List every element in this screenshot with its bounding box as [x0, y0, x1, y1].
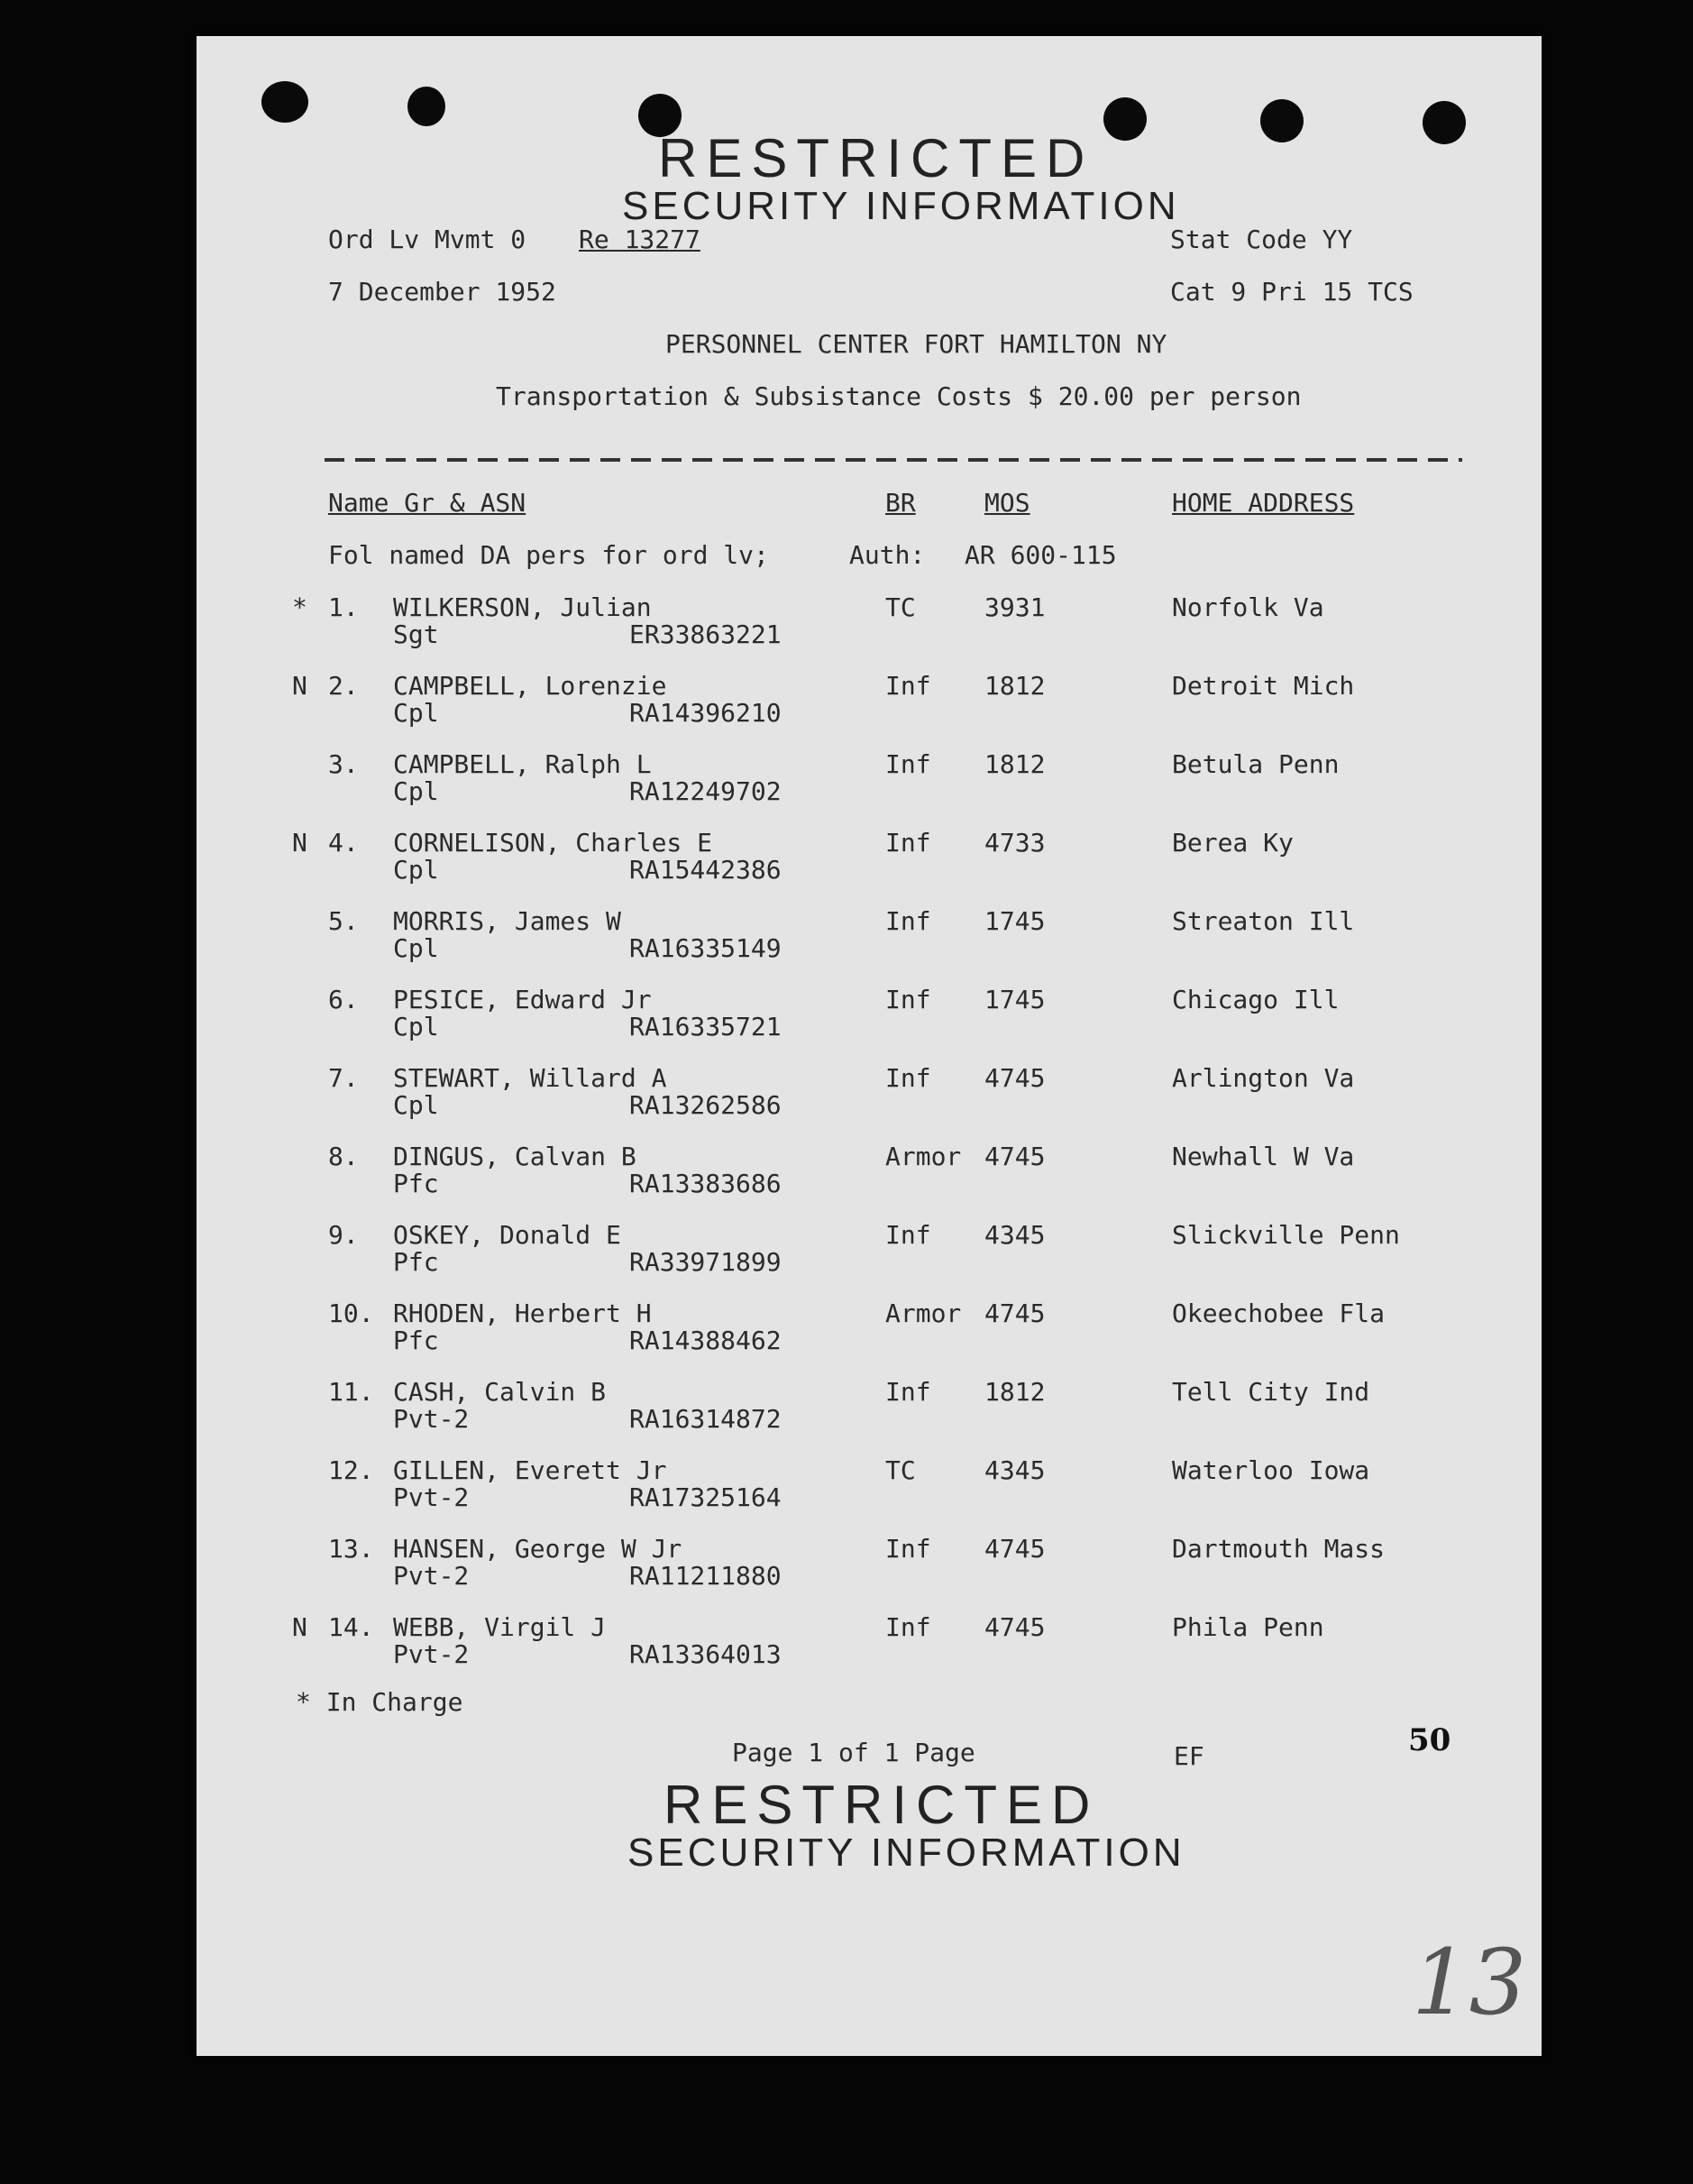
stamp-line2: SECURITY INFORMATION [622, 184, 1180, 228]
stamp-line1: RESTRICTED [663, 1775, 1100, 1835]
person-mos: 1812 [984, 749, 1046, 779]
person-home: Tell City Ind [1172, 1377, 1370, 1407]
stat-code: Stat Code YY [1170, 225, 1353, 254]
person-name: WILKERSON, Julian [393, 592, 652, 622]
person-branch: Inf [885, 985, 931, 1014]
person-name: OSKEY, Donald E [393, 1220, 621, 1250]
restricted-stamp-top [622, 128, 1180, 228]
person-grade: Cpl [393, 1090, 439, 1120]
person-branch: TC [885, 592, 916, 622]
person-mos: 4733 [984, 828, 1046, 858]
person-home: Slickville Penn [1172, 1220, 1400, 1250]
category: Cat 9 Pri 15 TCS [1170, 277, 1414, 307]
person-name: HANSEN, George W Jr [393, 1534, 682, 1564]
person-name: PESICE, Edward Jr [393, 985, 652, 1014]
person-home: Streaton Ill [1172, 906, 1355, 936]
person-name: GILLEN, Everett Jr [393, 1455, 667, 1485]
person-branch: Inf [885, 1534, 931, 1564]
person-grade: Sgt [393, 619, 439, 649]
person-asn: RA13383686 [629, 1169, 782, 1198]
row-number: 10. [328, 1298, 374, 1328]
person-home: Dartmouth Mass [1172, 1534, 1386, 1564]
column-header-br: BR [885, 488, 916, 518]
row-number: 4. [328, 828, 359, 858]
row-number: 2. [328, 671, 359, 701]
row-number: 14. [328, 1612, 374, 1642]
person-home: Arlington Va [1172, 1063, 1355, 1093]
person-branch: Inf [885, 671, 931, 701]
row-mark: * [292, 592, 307, 622]
row-number: 9. [328, 1220, 359, 1250]
row-number: 12. [328, 1455, 374, 1485]
row-number: 5. [328, 906, 359, 936]
restricted-stamp-bottom [627, 1775, 1185, 1875]
person-name: CAMPBELL, Ralph L [393, 749, 652, 779]
person-branch: Inf [885, 1063, 931, 1093]
page-indicator: Page 1 of 1 Page [732, 1738, 975, 1767]
row-number: 8. [328, 1142, 359, 1171]
in-charge-note: * In Charge [296, 1687, 463, 1717]
person-branch: Armor [885, 1298, 962, 1328]
person-mos: 4345 [984, 1455, 1046, 1485]
person-branch: Inf [885, 1220, 931, 1250]
person-home: Norfolk Va [1172, 592, 1324, 622]
person-home: Chicago Ill [1172, 985, 1340, 1014]
order-ref: Ord Lv Mvmt 0 [328, 225, 526, 254]
person-grade: Cpl [393, 776, 439, 806]
person-grade: Pvt-2 [393, 1404, 470, 1434]
person-mos: 1812 [984, 671, 1046, 701]
auth-value: AR 600-115 [965, 540, 1117, 570]
person-asn: RA12249702 [629, 776, 782, 806]
person-mos: 1745 [984, 906, 1046, 936]
row-mark: N [292, 828, 307, 858]
document-page [197, 36, 1542, 2056]
person-branch: TC [885, 1455, 916, 1485]
person-home: Phila Penn [1172, 1612, 1324, 1642]
person-branch: Armor [885, 1142, 962, 1171]
document-date: 7 December 1952 [328, 277, 556, 307]
person-mos: 1812 [984, 1377, 1046, 1407]
punch-hole [261, 81, 308, 123]
person-name: RHODEN, Herbert H [393, 1298, 652, 1328]
person-grade: Pfc [393, 1169, 439, 1198]
person-name: CORNELISON, Charles E [393, 828, 713, 858]
person-branch: Inf [885, 906, 931, 936]
intro-text: Fol named DA pers for ord lv; [328, 540, 769, 570]
person-mos: 4745 [984, 1612, 1046, 1642]
re-number: Re 13277 [579, 225, 700, 254]
row-number: 1. [328, 592, 359, 622]
person-home: Betula Penn [1172, 749, 1340, 779]
document-number: 50 [1408, 1722, 1451, 1758]
person-asn: RA14396210 [629, 698, 782, 728]
person-mos: 1745 [984, 985, 1046, 1014]
person-name: MORRIS, James W [393, 906, 621, 936]
person-asn: RA13262586 [629, 1090, 782, 1120]
person-asn: RA16335721 [629, 1012, 782, 1042]
person-name: CAMPBELL, Lorenzie [393, 671, 667, 701]
person-grade: Pfc [393, 1247, 439, 1277]
row-number: 11. [328, 1377, 374, 1407]
stamp-line1: RESTRICTED [658, 128, 1094, 188]
person-mos: 3931 [984, 592, 1046, 622]
person-home: Newhall W Va [1172, 1142, 1355, 1171]
person-branch: Inf [885, 749, 931, 779]
costs-line: Transportation & Subsistance Costs $ 20.00 per person [496, 381, 1302, 411]
person-name: WEBB, Virgil J [393, 1612, 607, 1642]
person-asn: RA11211880 [629, 1561, 782, 1591]
person-grade: Pvt-2 [393, 1639, 470, 1669]
person-mos: 4345 [984, 1220, 1046, 1250]
punch-hole [407, 87, 445, 126]
person-home: Okeechobee Fla [1172, 1298, 1386, 1328]
person-branch: Inf [885, 828, 931, 858]
center-title: PERSONNEL CENTER FORT HAMILTON NY [665, 329, 1167, 359]
row-number: 13. [328, 1534, 374, 1564]
row-number: 3. [328, 749, 359, 779]
column-header-name: Name Gr & ASN [328, 488, 526, 518]
column-header-home: HOME ADDRESS [1172, 488, 1355, 518]
person-name: DINGUS, Calvan B [393, 1142, 636, 1171]
person-asn: RA13364013 [629, 1639, 782, 1669]
auth-label: Auth: [849, 540, 926, 570]
person-mos: 4745 [984, 1142, 1046, 1171]
person-grade: Pvt-2 [393, 1482, 470, 1512]
person-name: STEWART, Willard A [393, 1063, 667, 1093]
person-grade: Cpl [393, 855, 439, 885]
person-name: CASH, Calvin B [393, 1377, 607, 1407]
column-header-mos: MOS [984, 488, 1030, 518]
divider-line [325, 458, 1462, 462]
person-grade: Cpl [393, 1012, 439, 1042]
person-branch: Inf [885, 1612, 931, 1642]
person-branch: Inf [885, 1377, 931, 1407]
person-mos: 4745 [984, 1063, 1046, 1093]
punch-hole [1260, 99, 1304, 142]
person-home: Detroit Mich [1172, 671, 1355, 701]
row-number: 7. [328, 1063, 359, 1093]
person-grade: Pvt-2 [393, 1561, 470, 1591]
person-asn: ER33863221 [629, 619, 782, 649]
person-asn: RA16335149 [629, 933, 782, 963]
person-asn: RA15442386 [629, 855, 782, 885]
person-asn: RA17325164 [629, 1482, 782, 1512]
row-mark: N [292, 671, 307, 701]
stamp-line2: SECURITY INFORMATION [627, 1831, 1185, 1875]
person-home: Berea Ky [1172, 828, 1294, 858]
person-grade: Cpl [393, 933, 439, 963]
person-mos: 4745 [984, 1298, 1046, 1328]
person-home: Waterloo Iowa [1172, 1455, 1370, 1485]
row-mark: N [292, 1612, 307, 1642]
person-asn: RA33971899 [629, 1247, 782, 1277]
person-grade: Cpl [393, 698, 439, 728]
punch-hole [1423, 101, 1466, 144]
row-number: 6. [328, 985, 359, 1014]
typist-initials: EF [1174, 1741, 1204, 1771]
handwritten-number: 13 [1412, 1930, 1527, 2035]
person-mos: 4745 [984, 1534, 1046, 1564]
person-asn: RA14388462 [629, 1326, 782, 1355]
person-grade: Pfc [393, 1326, 439, 1355]
person-asn: RA16314872 [629, 1404, 782, 1434]
